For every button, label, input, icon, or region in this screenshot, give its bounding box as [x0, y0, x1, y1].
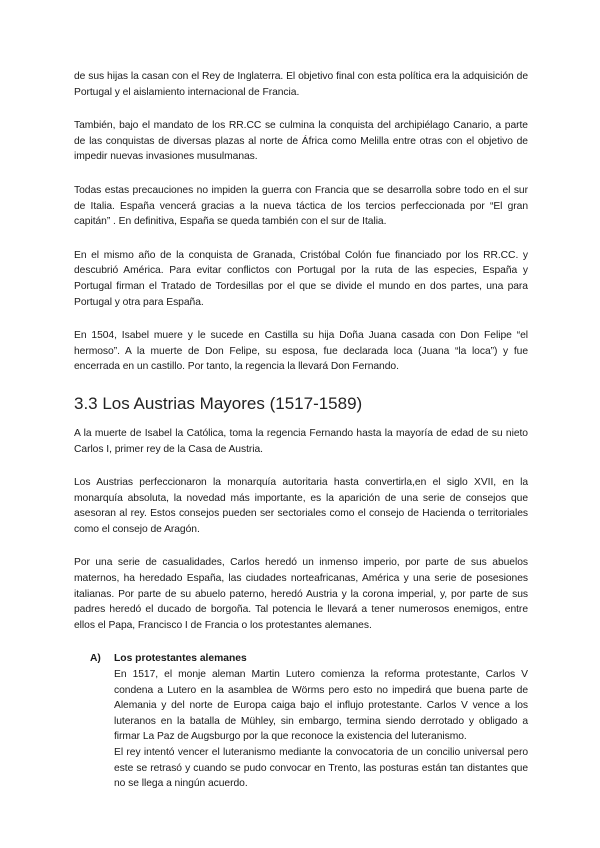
- paragraph-america-discovery: En el mismo año de la conquista de Granada, Cristóbal Colón fue financiado por los RR.CC. y descubrió América. Para evitar conflictos con Portugal por la ruta de las especies, España y Portugal firman el Tratado de Tordesillas por el que se divide el mundo en dos partes, una para Portugal y otra para España.: [74, 249, 528, 308]
- paragraph-italy-war: Todas estas precauciones no impiden la guerra con Francia que se desarrolla sobre todo en el sur de Italia. España vencerá gracias a la nueva táctica de los tercios perfeccionada por “El gran capitán” . En definitiva, España se queda también con el sur de Italia.: [74, 184, 528, 228]
- paragraph-isabel-death: En 1504, Isabel muere y le sucede en Castilla su hija Doña Juana casada con Don Felipe “el hermoso”. A la muerte de Don Felipe, su esposa, fue declarada loca (Juana “la loca”) y fue encerrada en un castillo. Por tanto, la regencia la llevará Don Fernando.: [74, 330, 528, 373]
- list-marker: A): [90, 653, 101, 665]
- paragraph-absolute-monarchy: Los Austrias perfeccionaron la monarquía autoritaria hasta convertirla,en el siglo XVII, en la monarquía absoluta, la novedad más importante, es la aparición de una serie de consejos que asesoran al rey. Estos consejos pueden ser sectoriales como el consejo de Hacienda o territoriales como el consejo de Aragón.: [74, 477, 528, 535]
- list-item-title: Los protestantes alemanes: [114, 653, 247, 665]
- list-item-protestants: [74, 651, 528, 791]
- page-content: [74, 69, 528, 792]
- paragraph-carlos-empire: Por una serie de casualidades, Carlos heredó un inmenso imperio, por parte de sus abuelos maternos, ha heredado España, las ciudades norteafricanas, América y una serie de posesiones italianas. Por parte de su abuelo paterno, heredó Austria y la corona imperial, y, por parte de sus padres heredó el ducado de borgoña. Tal potencia le llevará a tener numerosos enemigos, entre ellos el Papa, Francisco I de Francia o los protestantes alemanes.: [74, 557, 528, 631]
- paragraph-luther-reform: En 1517, el monje aleman Martin Lutero comienza la reforma protestante, Carlos V condena a Lutero en la asamblea de Wörms pero esto no impedirá que buena parte de Alemania y del norte de Europa caiga bajo el influjo protestante. Carlos V vence a los luteranos en la batalla de Mühley, sin embargo, termina siendo derrotado y obligado a firmar La Paz de Augsburgo por la que reconoce la existencia del luteranismo.: [114, 669, 528, 743]
- enemies-list: [74, 651, 528, 791]
- paragraph-fernando-regency: A la muerte de Isabel la Católica, toma la regencia Fernando hasta la mayoría de edad de su nieto Carlos I, primer rey de la Casa de Austria.: [74, 427, 528, 455]
- paragraph-marriage-alliances: de sus hijas la casan con el Rey de Inglaterra. El objetivo final con esta política era la adquisición de Portugal y el aislamiento internacional de Francia.: [74, 71, 528, 98]
- paragraph-trento-council: El rey intentó vencer el luteranismo mediante la convocatoria de un concilio universal pero este se retrasó y cuando se pudo convocar en Trento, las posturas están tan distantes que no se llega a ningún acuerdo.: [114, 747, 528, 790]
- paragraph-canary-conquest: También, bajo el mandato de los RR.CC se culmina la conquista del archipiélago Canario, a parte de las conquistas de diversas plazas al norte de África como Melilla entre otras con el objetivo de impedir nuevas invasiones musulmanas.: [74, 120, 528, 163]
- section-heading: 3.3 Los Austrias Mayores (1517-1589): [74, 393, 363, 413]
